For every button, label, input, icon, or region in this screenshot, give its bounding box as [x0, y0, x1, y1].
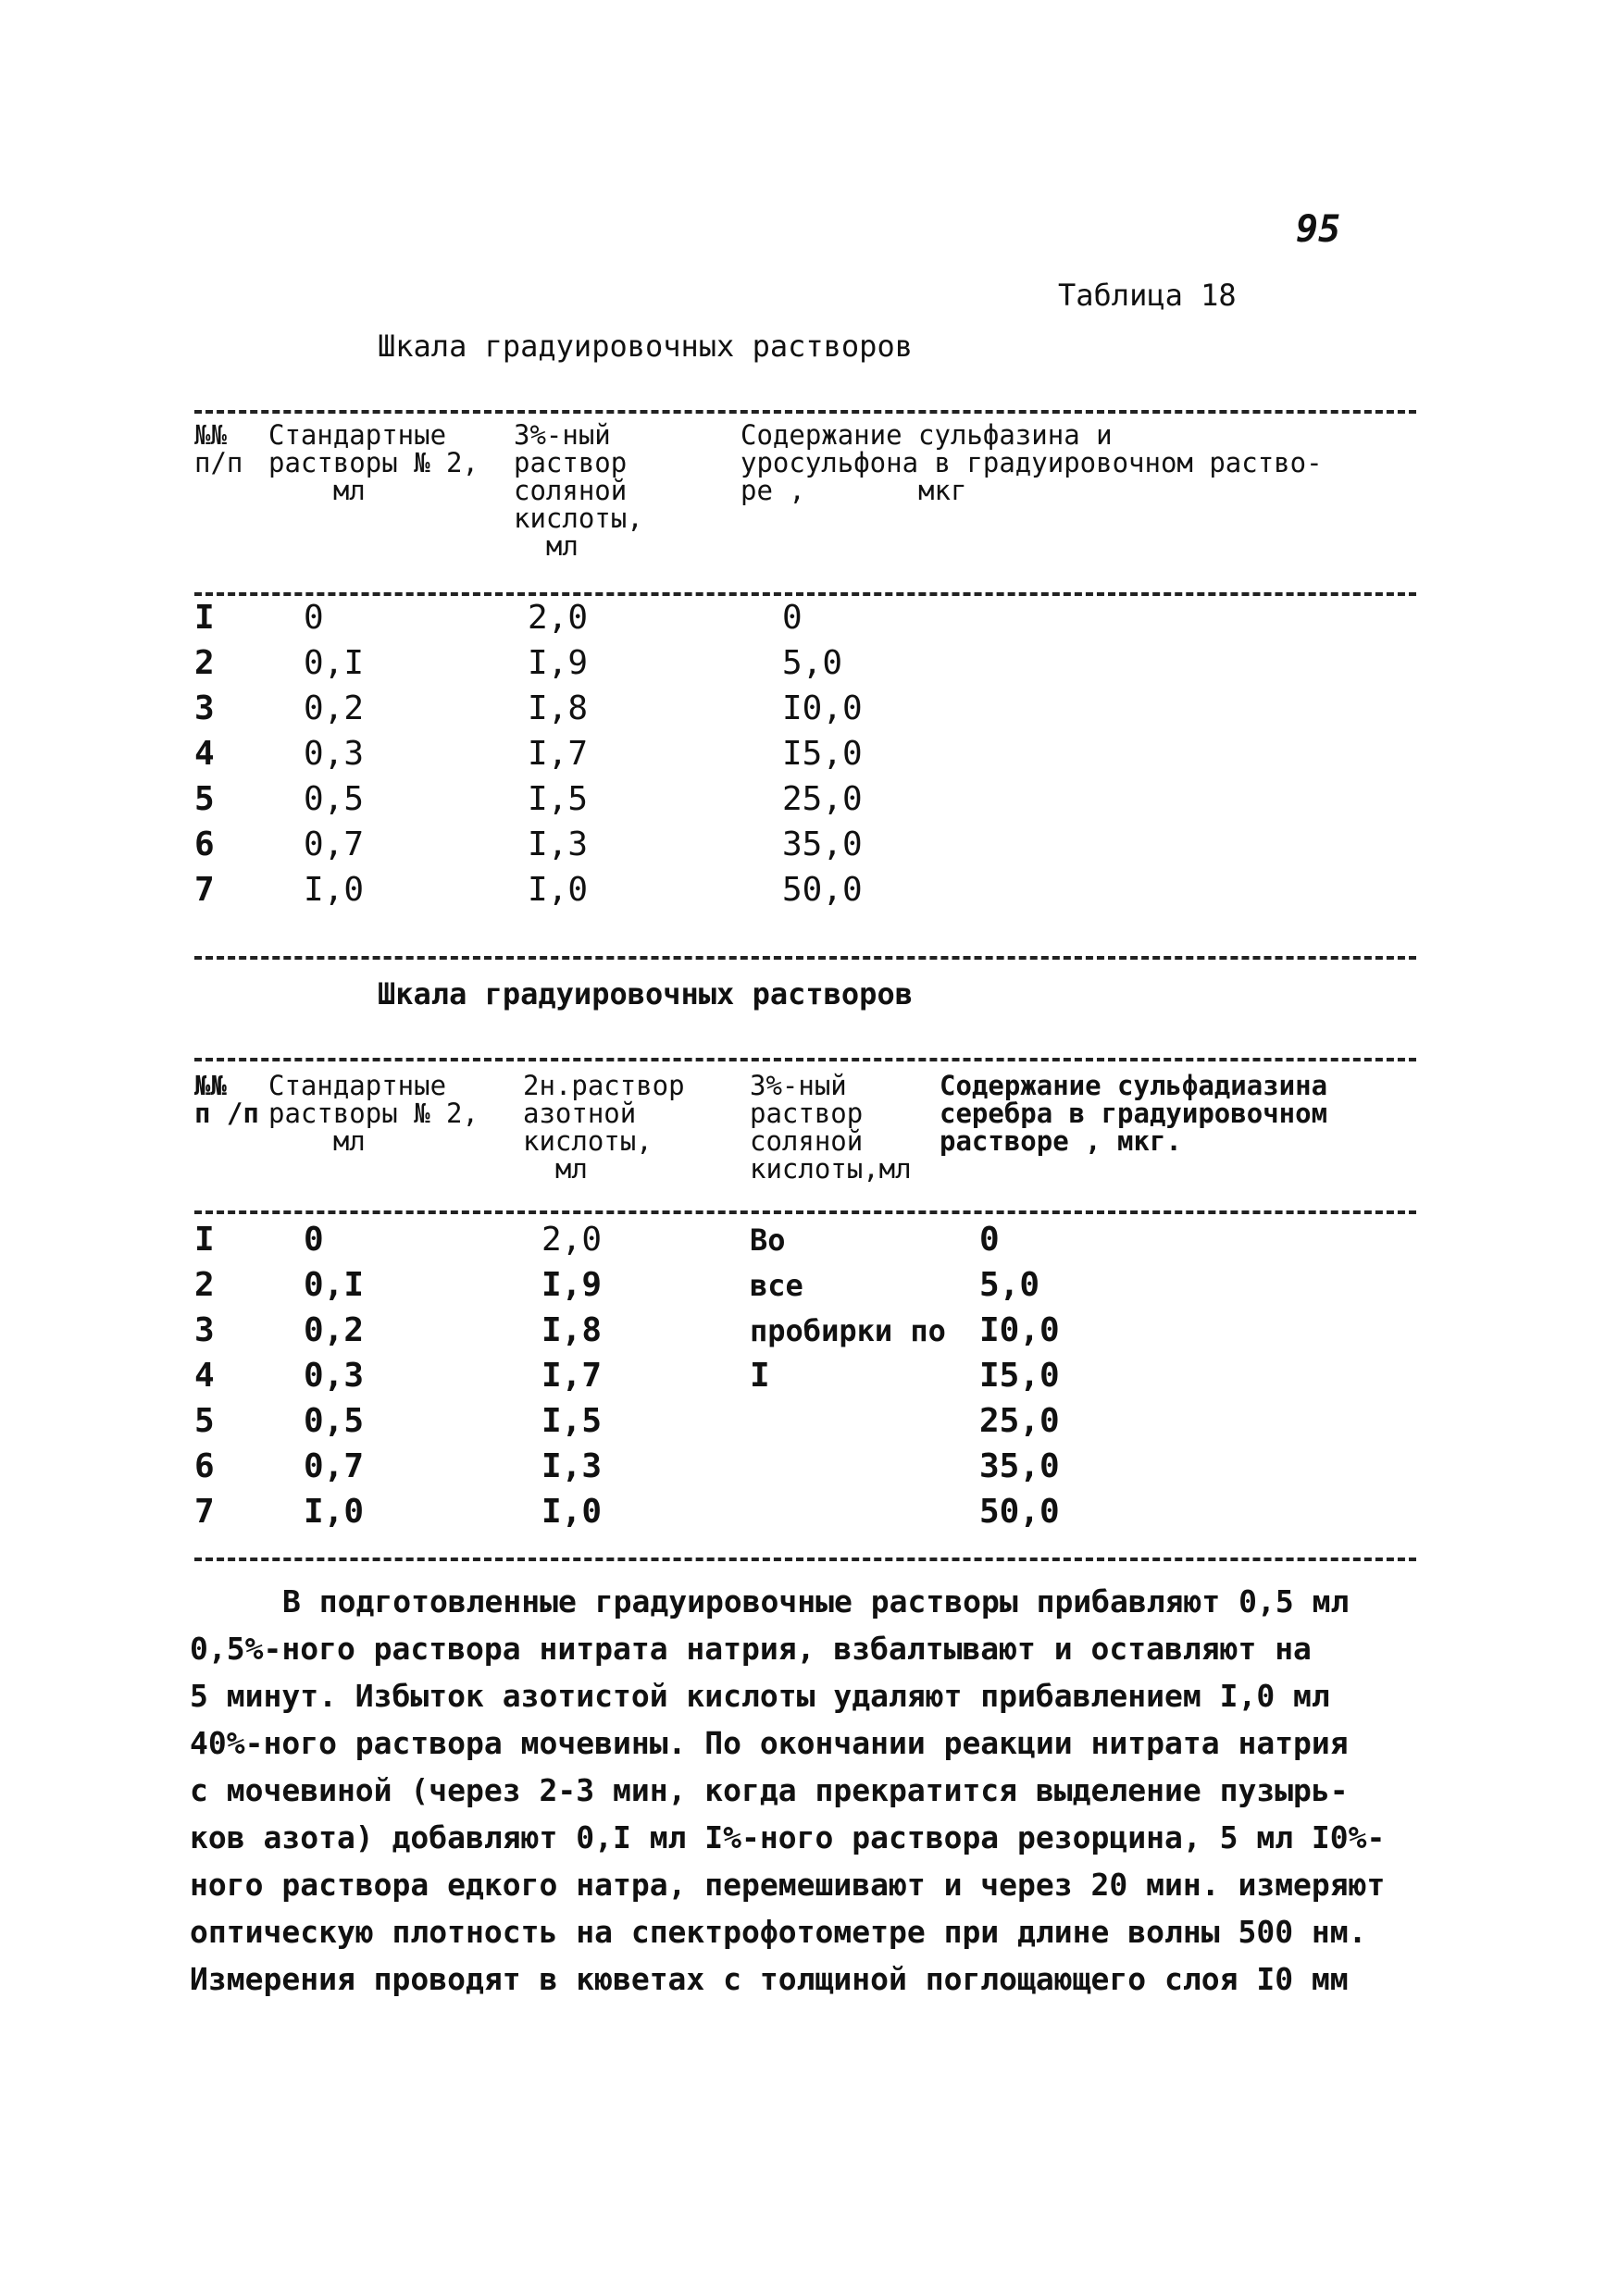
table2-cell-num: 3 — [194, 1311, 215, 1349]
table2-cell-content: 0 — [979, 1221, 1000, 1259]
table2-cell-standard: 0,3 — [304, 1357, 365, 1395]
table1-top-rule — [194, 410, 1416, 414]
table1-cell-content: 35,0 — [782, 825, 863, 863]
table2-cell-nitric: I,9 — [541, 1266, 603, 1304]
table1-header-acid: 3%-ный раствор соляной кислоты, мл — [514, 419, 643, 562]
table1-cell-acid: I,5 — [528, 780, 589, 818]
table2-cell-standard: I,0 — [304, 1493, 365, 1531]
table1-cell-content: 50,0 — [782, 871, 863, 909]
table1-cell-standard: 0,I — [304, 644, 365, 682]
table2-header-content: Содержание сульфадиазина серебра в градуировочном растворе , мкг. — [940, 1070, 1328, 1157]
table1-cell-acid: I,3 — [528, 825, 589, 863]
table1-cell-content: 0 — [782, 599, 803, 637]
table2-top-rule — [194, 1058, 1416, 1061]
table2-header-rule — [194, 1210, 1416, 1214]
table1-cell-standard: 0,5 — [304, 780, 365, 818]
table1-cell-num: 7 — [194, 871, 215, 909]
table2-header-num: №№ п /п — [194, 1070, 259, 1129]
table1-cell-num: 2 — [194, 644, 215, 682]
table1-cell-acid: I,0 — [528, 871, 589, 909]
table2-bottom-rule — [194, 1558, 1416, 1561]
table2-cell-num: 6 — [194, 1447, 215, 1485]
table2-cell-content: 5,0 — [979, 1266, 1040, 1304]
page-number: 95 — [1296, 208, 1341, 251]
table1-cell-standard: 0,7 — [304, 825, 365, 863]
body-paragraph — [190, 1578, 1393, 2003]
table2-header-standard: Стандартные растворы № 2, мл — [268, 1070, 479, 1157]
paragraph-line: 40%-ного раствора мочевины. По окончании реакции нитрата натрия — [190, 1725, 1349, 1761]
table1-cell-content: 5,0 — [782, 644, 843, 682]
table2-cell-standard: 0 — [304, 1221, 324, 1259]
table1-bottom-rule — [194, 956, 1416, 960]
table1-cell-acid: I,8 — [528, 689, 589, 727]
table2-cell-content: 25,0 — [979, 1402, 1060, 1440]
paragraph-line: Измерения проводят в кюветах с толщиной поглощающего слоя I0 мм — [190, 1961, 1349, 1997]
paragraph-line: с мочевиной (через 2-3 мин, когда прекратится выделение пузырь- — [190, 1772, 1349, 1808]
table1-header-content: Содержание сульфазина и уросульфона в градуировочном раство- ре , мкг — [741, 419, 1323, 506]
table2-cell-nitric: I,0 — [541, 1493, 603, 1531]
table1-header-rule — [194, 592, 1416, 596]
table1-caption: Шкала градуировочных растворов — [378, 329, 913, 364]
table2-cell-num: 5 — [194, 1402, 215, 1440]
table1-cell-num: 6 — [194, 825, 215, 863]
table2-cell-note: I — [750, 1357, 770, 1395]
table1-header-num: №№ п/п — [194, 419, 243, 478]
table1-cell-standard: 0,2 — [304, 689, 365, 727]
table2-cell-content: I5,0 — [979, 1357, 1060, 1395]
table1-cell-content: I5,0 — [782, 735, 863, 773]
table2-header-acid: 3%-ный раствор соляной кислоты,мл — [750, 1070, 912, 1185]
table2-cell-note: все — [750, 1268, 803, 1303]
table1-cell-acid: I,7 — [528, 735, 589, 773]
table2-cell-content: 50,0 — [979, 1493, 1060, 1531]
table-label: Таблица 18 — [1058, 278, 1237, 313]
table2-cell-standard: 0,7 — [304, 1447, 365, 1485]
table1-cell-acid: 2,0 — [528, 599, 589, 637]
table2-cell-nitric: I,3 — [541, 1447, 603, 1485]
table2-cell-nitric: I,5 — [541, 1402, 603, 1440]
table2-cell-num: 2 — [194, 1266, 215, 1304]
paragraph-line: ного раствора едкого натра, перемешивают и через 20 мин. измеряют — [190, 1867, 1386, 1903]
table1-cell-num: 5 — [194, 780, 215, 818]
table2-cell-num: I — [194, 1221, 215, 1259]
table2-cell-content: 35,0 — [979, 1447, 1060, 1485]
table2-cell-nitric: I,8 — [541, 1311, 603, 1349]
table2-cell-content: I0,0 — [979, 1311, 1060, 1349]
table1-cell-standard: 0,3 — [304, 735, 365, 773]
table1-cell-standard: 0 — [304, 599, 324, 637]
table1-header-standard: Стандартные растворы № 2, мл — [268, 419, 479, 506]
paragraph-line: 0,5%-ного раствора нитрата натрия, взбалтывают и оставляют на — [190, 1631, 1312, 1667]
paragraph-line: 5 минут. Избыток азотистой кислоты удаляют прибавлением I,0 мл — [190, 1678, 1330, 1714]
table2-header-nitric: 2н.раствор азотной кислоты, мл — [523, 1070, 685, 1185]
table2-cell-note: пробирки по — [750, 1313, 946, 1348]
table1-cell-content: I0,0 — [782, 689, 863, 727]
table1-cell-num: 3 — [194, 689, 215, 727]
table1-cell-acid: I,9 — [528, 644, 589, 682]
table2-cell-note: Во — [750, 1222, 786, 1258]
table2-cell-nitric: 2,0 — [541, 1221, 603, 1259]
table1-cell-content: 25,0 — [782, 780, 863, 818]
paragraph-line: оптическую плотность на спектрофотометре при длине волны 500 нм. — [190, 1914, 1367, 1950]
table2-cell-num: 7 — [194, 1493, 215, 1531]
table2-cell-standard: 0,I — [304, 1266, 365, 1304]
table2-cell-nitric: I,7 — [541, 1357, 603, 1395]
table1-cell-standard: I,0 — [304, 871, 365, 909]
table1-cell-num: I — [194, 599, 215, 637]
table1-cell-num: 4 — [194, 735, 215, 773]
table2-cell-standard: 0,5 — [304, 1402, 365, 1440]
paragraph-line: ков азота) добавляют 0,I мл I%-ного раствора резорцина, 5 мл I0%- — [190, 1819, 1386, 1855]
table2-cell-num: 4 — [194, 1357, 215, 1395]
table2-caption: Шкала градуировочных растворов — [378, 976, 913, 1011]
table2-cell-standard: 0,2 — [304, 1311, 365, 1349]
paragraph-line: В подготовленные градуировочные растворы прибавляют 0,5 мл — [282, 1583, 1350, 1620]
